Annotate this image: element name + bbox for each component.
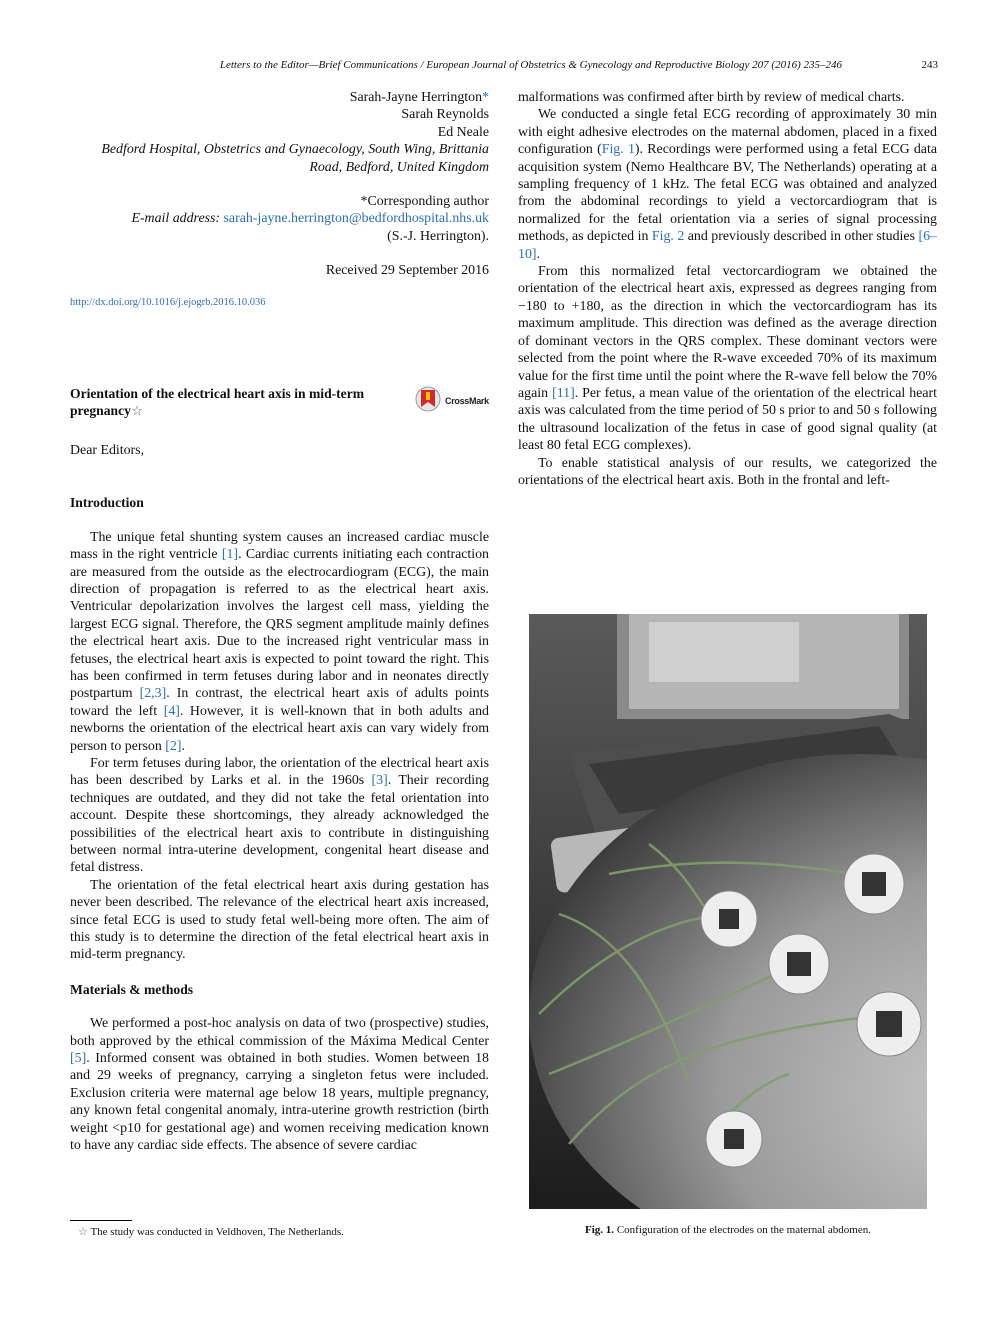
author-name: Ed Neale [437,124,489,140]
methods-paragraph-1-continued: malformations was confirmed after birth by review of medical charts. [518,90,905,105]
intro-paragraph-3: The orientation of the fetal electrical heart axis during gestation has never been described. The relevance of the electrical heart axis increased, since fetal ECG is used to study fetal well-being more often. The aim of this study is to determine the direction of the fetal electrical heart axis in mid-term pregnancy. [70,877,489,963]
ref-link[interactable]: [4] [163,703,180,719]
title-footnote-mark: ☆ [130,403,144,419]
intro-paragraph-1: The unique fetal shunting system causes an increased cardiac muscle mass in the right ventricle [1]. Cardiac currents initiating each contraction are measured from the outside as the electrocardiogram (ECG), the main direction of propagation is referred to as the electrical heart axis. Ventricular depolarization involves the largest cell mass, yielding the largest ECG signal. Therefore, the QRS segment amplitude mainly defines the electrical heart axis. Due to the increased right ventricular mass in fetuses, the electrical heart axis is expected to point toward the right. This has been confirmed in term fetuses during labor and in neonates directly postpartum [2,3]. In contrast, the electrical heart axis of adults points toward the left [4]. However, it is well-known that in both adults and newborns the orientation of the electrical heart axis can vary widely from person to person [2]. [70,529,490,754]
footnote-rule [70,1220,132,1221]
greeting: Dear Editors, [70,442,145,458]
left-column [70,89,489,1155]
ref-link[interactable]: [5] [70,1051,87,1067]
email-link[interactable]: sarah-jayne.herrington@bedfordhospital.nhs.uk [223,211,489,227]
crossmark-badge[interactable] [415,385,489,413]
article-title-block [70,385,489,420]
ref-link[interactable]: [1] [221,547,239,563]
methods-paragraph-3: From this normalized fetal vectorcardiogram we obtained the orientation of the electrical heart axis, expressed as degrees ranging from −180 to +180, as the direction in which the vectorcardiogram has its maximum amplitude. This direction was defined as the average direction of dominant vectors in the QRS complex. These dominant vectors were selected from the point where the R-wave exceeded 70% of its maximum value for the first time until the point where the R-wave fell below the 70% again [11]. Per fetus, a mean value of the orientation of the electrical heart axis was calculated from the time period of 50 s prior to and 50 s following the ultrasound localization of the fetus in case of good signal quality (at least 80 fetal ECG complexes). [518,264,937,454]
ref-link[interactable]: [11] [552,385,575,401]
article-title: Orientation of the electrical heart axis in mid-term pregnancy☆ [70,386,365,419]
figure-1-photo [529,614,927,1209]
figure-link[interactable]: Fig. 2 [651,229,685,245]
doi-link[interactable]: http://dx.doi.org/10.1016/j.ejogrb.2016.10.036 [70,296,266,308]
footnote [70,1220,489,1238]
ref-link[interactable]: [3] [371,773,388,789]
methods-paragraph-4: To enable statistical analysis of our results, we categorized the orientations of the electrical heart axis. Both in the frontal and left- [518,455,937,488]
methods-paragraph-2: We conducted a single fetal ECG recording of approximately 30 min with eight adhesive electrodes on the maternal abdomen, placed in a fixed configuration (Fig. 1). Recordings were performed using a fetal ECG data acquisition system (Nemo Healthcare BV, The Netherlands) operating at a sampling frequency of 1 kHz. The fetal ECG was obtained and analyzed from the abdominal recordings to yield a vectorcardiogram that is normalized for the fetal orientation via a series of signal processing methods, as depicted in Fig. 2 and previously described in other studies [6–10]. [518,107,938,262]
affiliation: Bedford Hospital, Obstetrics and Gynaecology, South Wing, Brittania Road, Bedford, United Kingdom [101,142,489,175]
email-label: E-mail address: [131,211,221,227]
page-number: 243 [921,59,938,71]
corresponding-mark-link[interactable]: * [482,90,489,105]
journal-citation: Letters to the Editor—Brief Communications / European Journal of Obstetrics & Gynecology and Reproductive Biology 207 (2016) 235–246 [219,59,842,71]
electrode-photo-image [529,614,927,1209]
section-heading-methods: Materials & methods [70,981,194,997]
figure-link[interactable]: Fig. 1 [601,142,635,158]
right-column [518,89,937,489]
crossmark-icon [415,385,443,413]
methods-paragraph-1: We performed a post-hoc analysis on data of two (prospective) studies, both approved by the ethical commission of the Máxima Medical Center [5]. Informed consent was obtained in both studies. Women between 18 and 29 weeks of pregnancy, carrying a singleton fetus were included. Exclusion criteria were maternal age below 18 years, multiple pregnancy, any known fetal congenital anomaly, intra-uterine growth restriction (birth weight <p10 for gestational age) and women receiving medication known to have any cardiac side effects. The absence of severe cardiac [70,1016,489,1154]
email-owner: (S.-J. Herrington). [387,228,489,244]
section-heading-introduction: Introduction [70,495,144,511]
figure-caption-text: Configuration of the electrodes on the maternal abdomen. [616,1224,871,1236]
corresponding-author-label: *Corresponding author [360,194,489,210]
footnote-text: The study was conducted in Veldhoven, The Netherlands. [90,1226,344,1238]
crossmark-label: CrossMark [445,396,489,407]
doi-line [70,294,489,311]
running-header [70,59,938,75]
received-date: Received 29 September 2016 [325,263,489,279]
author-name: Sarah-Jayne Herrington* [349,90,489,105]
figure-label: Fig. 1. [585,1224,615,1236]
figure-caption [518,1224,938,1236]
ref-link[interactable]: [6–10] [518,229,937,262]
intro-paragraph-2: For term fetuses during labor, the orientation of the electrical heart axis has been described by Larks et al. in the 1960s [3]. Their recording techniques are outdated, and they did not take the fetal orientation into account. Despite these shortcomings, they already acknowledged the possibilities of the electrical heart axis to contribute in distinguishing between normal intra-uterine development, congenital heart disease and fetal distress. [70,755,489,876]
ref-link[interactable]: [2,3] [139,686,167,702]
ref-link[interactable]: [2] [165,738,182,754]
email-line [70,210,489,227]
author-name: Sarah Reynolds [401,107,489,123]
footnote-mark: ☆ [78,1226,88,1238]
